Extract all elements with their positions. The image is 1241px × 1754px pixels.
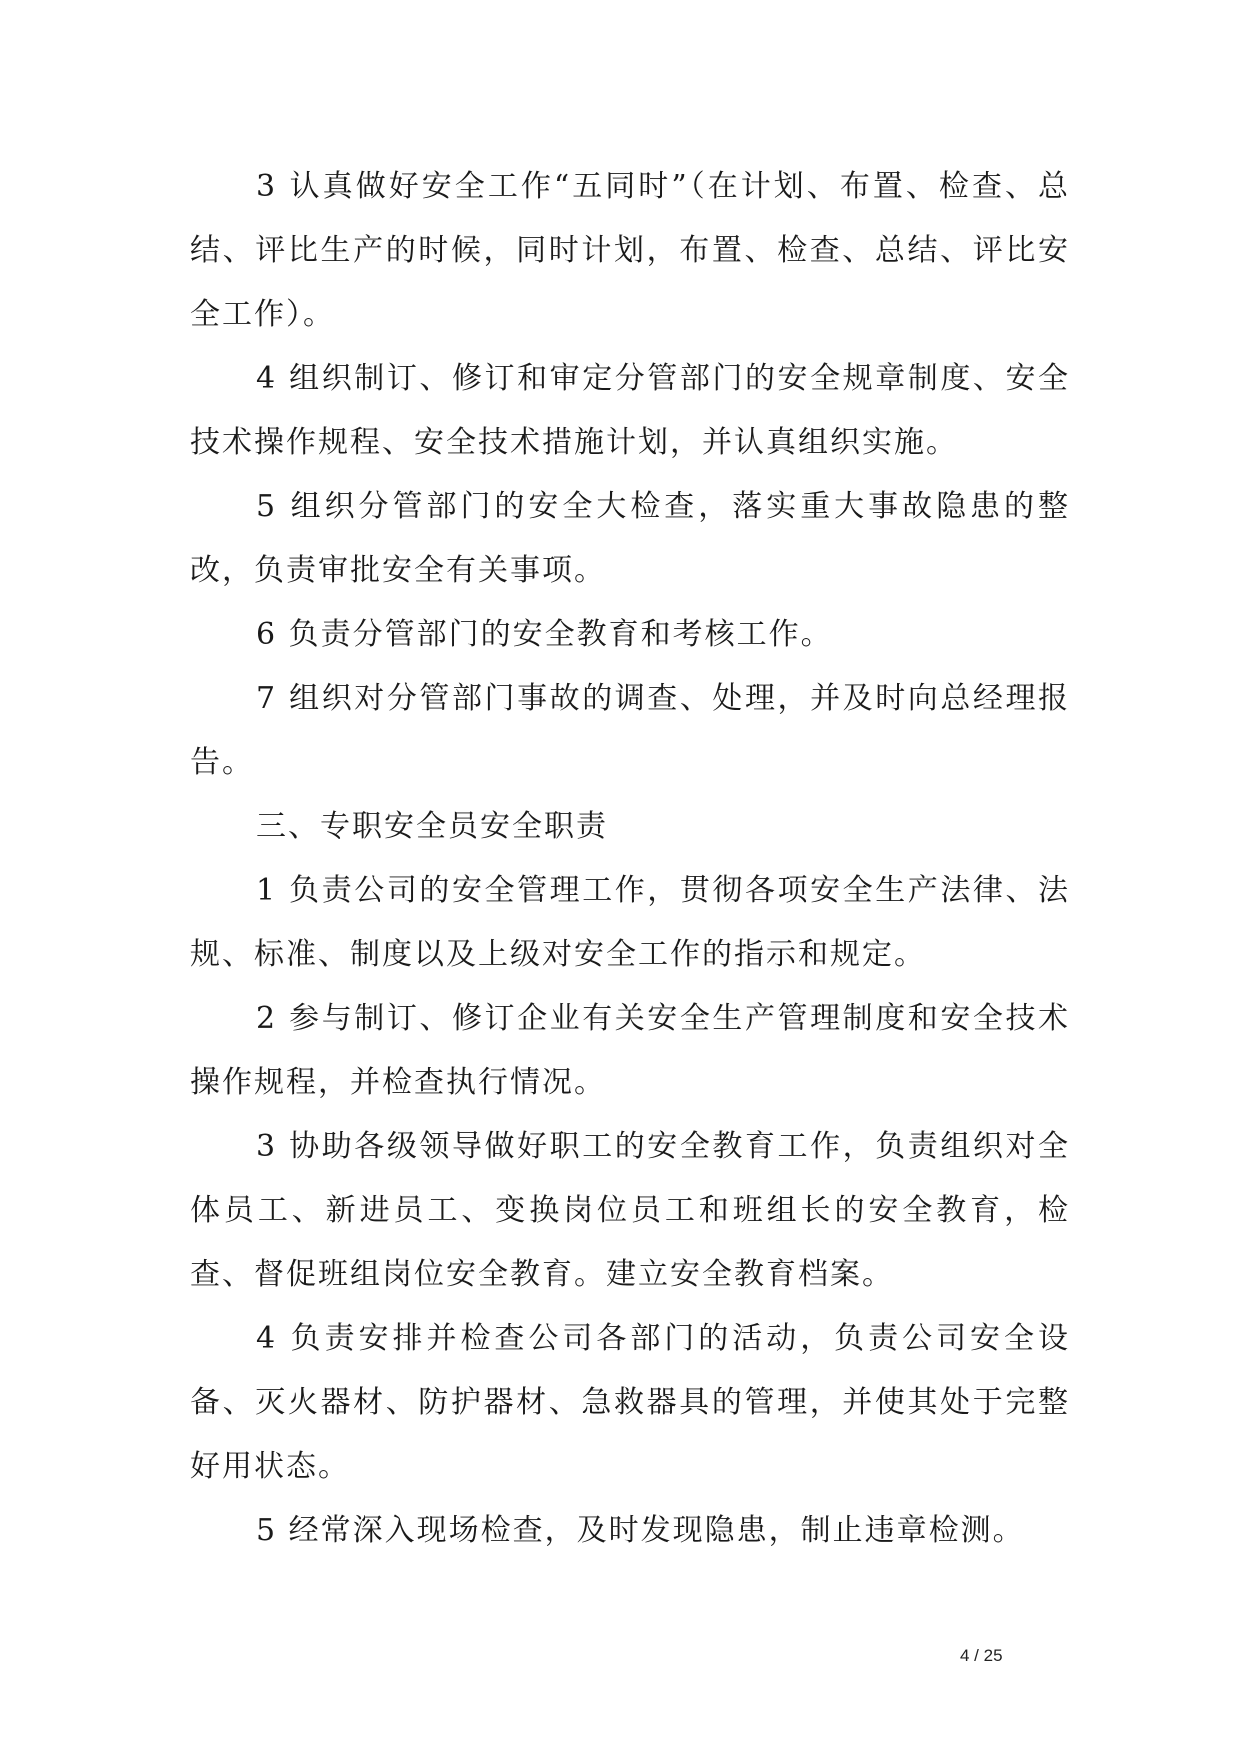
paragraph-item-4-regulations: 4 组织制订、修订和审定分管部门的安全规章制度、安全技术操作规程、安全技术措施计划，并认真组织实施。	[190, 361, 1070, 460]
paragraph-officer-4: 4 负责安排并检查公司各部门的活动，负责公司安全设备、灭火器材、防护器材、急救器具的管理，并使其处于完整好用状态。	[190, 1321, 1070, 1484]
paragraph-item-3-five-simultaneous: 3 认真做好安全工作“五同时”（在计划、布置、检查、总结、评比生产的时候，同时计划，布置、检查、总结、评比安全工作）。	[190, 169, 1070, 332]
document-body	[190, 155, 1070, 1563]
paragraph-item-7-accident-report: 7 组织对分管部门事故的调查、处理，并及时向总经理报告。	[190, 681, 1070, 780]
paragraph-item-5-inspection: 5 组织分管部门的安全大检查，落实重大事故隐患的整改，负责审批安全有关事项。	[190, 489, 1070, 588]
paragraph-officer-1: 1 负责公司的安全管理工作，贯彻各项安全生产法律、法规、标准、制度以及上级对安全工作的指示和规定。	[190, 873, 1070, 972]
paragraph-item-6-education: 6 负责分管部门的安全教育和考核工作。	[256, 617, 833, 652]
paragraph-officer-5: 5 经常深入现场检查，及时发现隐患，制止违章检测。	[256, 1513, 1025, 1548]
section-heading-safety-officer: 三、专职安全员安全职责	[256, 809, 608, 844]
page-number: 4 / 25	[960, 1646, 1003, 1665]
paragraph-officer-3: 3 协助各级领导做好职工的安全教育工作，负责组织对全体员工、新进员工、变换岗位员工和班组长的安全教育，检查、督促班组岗位安全教育。建立安全教育档案。	[190, 1129, 1070, 1292]
paragraph-officer-2: 2 参与制订、修订企业有关安全生产管理制度和安全技术操作规程，并检查执行情况。	[190, 1001, 1070, 1100]
